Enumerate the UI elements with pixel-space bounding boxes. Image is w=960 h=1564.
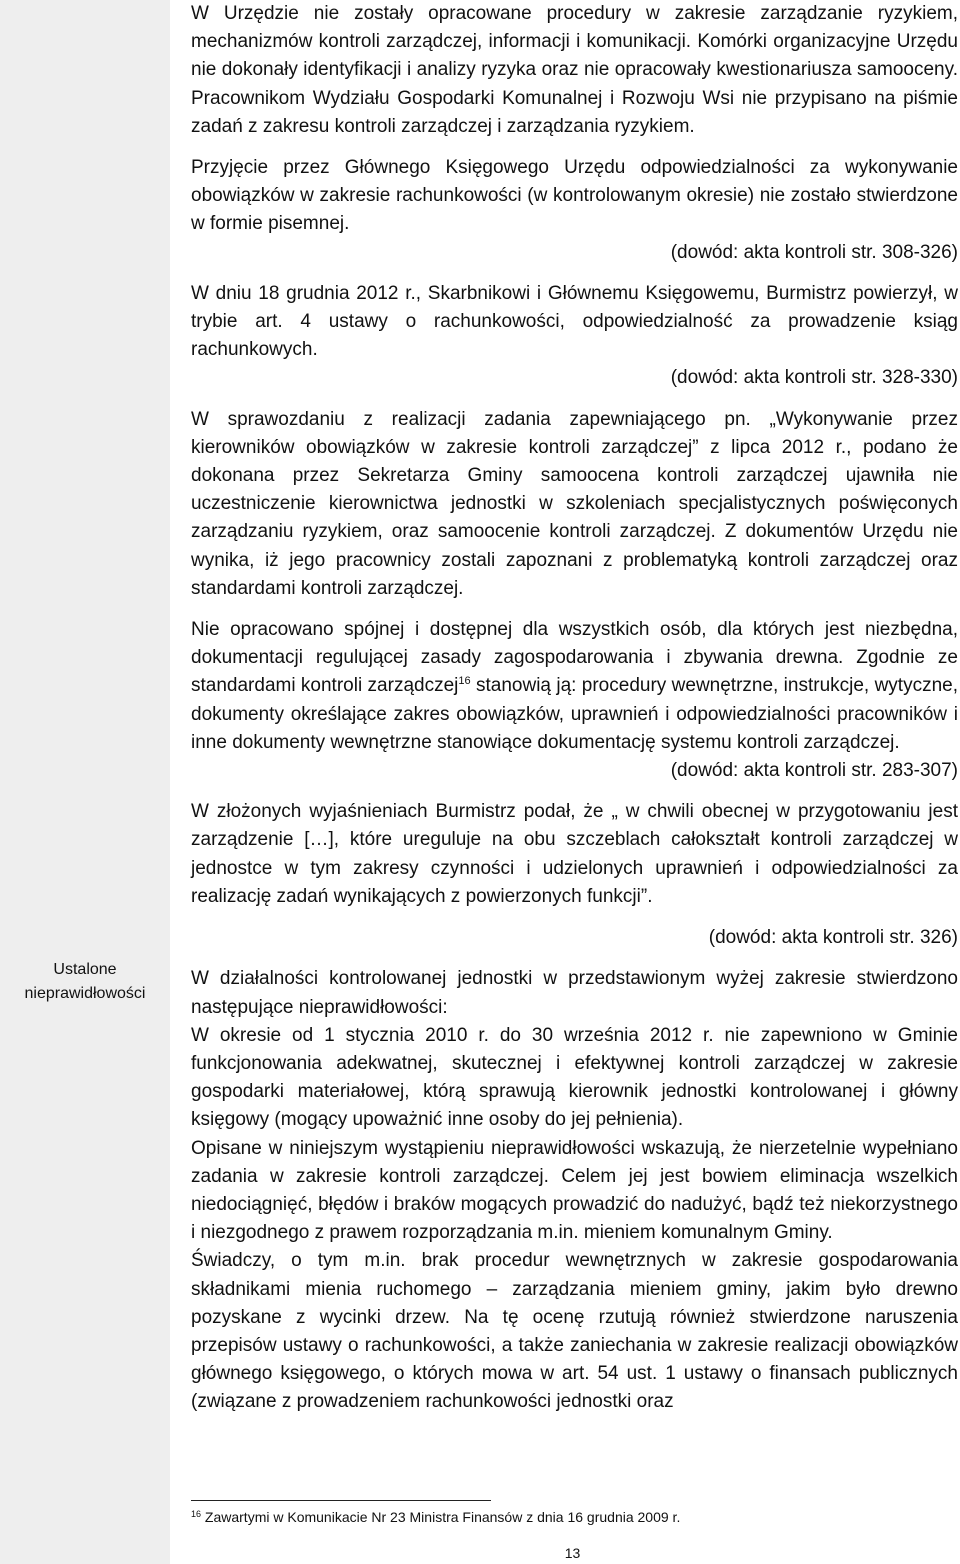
evidence-reference: (dowód: akta kontroli str. 326) — [708, 927, 958, 949]
paragraph: Opisane w niniejszym wystąpieniu nieprawidłowości wskazują, że nierzetelnie wypełniano zadania w zakresie kontroli zarządczej. Celem jej jest bowiem eliminacja wszelkich niedociągnięć, błędów i braków mogących prowadzić do nadużyć, bądź też niekorzystnego i niezgodnego z prawem rozporządzania m.in. mieniem komunalnym Gminy. — [191, 1137, 958, 1244]
paragraph — [191, 154, 958, 267]
evidence-reference: (dowód: akta kontroli str. 328-330) — [670, 367, 958, 389]
paragraph: Świadczy, o tym m.in. brak procedur wewnętrznych w zakresie gospodarowania składnikami mienia ruchomego – zarządzania mieniem gminy, jakim było drewno pozyskane z wycinki drzew. Na tę ocenę rzutują również stwierdzone naruszenia przepisów ustawy o rachunkowości, a także zaniechania w zakresie realizacji obowiązków głównego księgowego, o których mowa w art. 54 ust. 1 ustawy o finansach publicznych (związane z prowadzeniem rachunkowości jednostki oraz — [191, 1250, 958, 1413]
footnote-reference: 16 — [458, 675, 471, 688]
evidence-reference: (dowód: akta kontroli str. 283-307) — [670, 760, 958, 782]
paragraph: W okresie od 1 stycznia 2010 r. do 30 września 2012 r. nie zapewniono w Gminie funkcjonowania adekwatnej, skutecznej i efektywnej kontroli zarządczej w zakresie gospodarki materiałowej, którą sprawują kierownik jednostki kontrolowanej i główny księgowy (mogący upoważnić inne osoby do jej pełnienia). — [191, 1024, 958, 1131]
sidebar-label-irregularities: Ustalone nieprawidłowości — [24, 961, 146, 1002]
paragraph: W sprawozdaniu z realizacji zadania zapewniającego pn. „Wykonywanie przez kierowników obowiązków w zakresie kontroli zarządczej” z lipca 2012 r., podano że dokonana przez Sekretarza Gminy samoocena kontroli zarządczej ujawniła nie uczestniczenie kierownictwa jednostki w szkoleniach specjalistycznych poświęconych zarządzaniu ryzykiem, oraz samoocenie kontroli zarządczej. Z dokumentów Urzędu nie wynika, iż jego pracownicy zostali zapoznani z problematyką kontroli zarządczej oraz standardami kontroli zarządczej. — [191, 408, 958, 599]
paragraph-text: Przyjęcie przez Głównego Księgowego Urzędu odpowiedzialności za wykonywanie obowiązków w zakresie rachunkowości (w kontrolowanym okresie) nie zostało stwierdzone w formie pisemnej. — [191, 157, 958, 235]
paragraph-text: Nie opracowano spójnej i dostępnej dla wszystkich osób, dla których jest niezbędna, dokumentacji regulującej zasady zagospodarowania i zbywania drewna. Zgodnie ze standardami kontroli zarządczej — [191, 619, 958, 697]
footnote-marker: 16 — [191, 1509, 202, 1519]
footnote — [191, 1508, 680, 1526]
paragraph-text: stanowią ją: procedury wewnętrzne, instrukcje, wytyczne, dokumenty określające zakres obowiązków, uprawnień i odpowiedzialności pracowników i inne dokumenty wewnętrzne stanowiące dokumentację systemu kontroli zarządczej. — [191, 675, 958, 753]
footnote-text: Zawartymi w Komunikacie Nr 23 Ministra Finansów z dnia 16 grudnia 2009 r. — [204, 1509, 681, 1525]
paragraph — [191, 616, 958, 757]
page-number: 13 — [564, 1545, 581, 1561]
paragraph: W złożonych wyjaśnieniach Burmistrz podał, że „ w chwili obecnej w przygotowaniu jest zarządzenie […], które ureguluje na obu szczeblach całokształt kontroli zarządczej w jednostce w tym zakresy czynności i udzielonych uprawnień i odpowiedzialności za realizację zadań wynikających z powierzonych funkcji”. — [191, 801, 958, 907]
paragraph: W działalności kontrolowanej jednostki w przedstawionym wyżej zakresie stwierdzono następujące nieprawidłowości: — [191, 968, 958, 1018]
footnote-separator — [191, 1500, 491, 1501]
margin-sidebar — [0, 0, 170, 1564]
paragraph — [191, 280, 958, 393]
paragraph: W Urzędzie nie zostały opracowane procedury w zakresie zarządzanie ryzykiem, mechanizmów kontroli zarządczej, informacji i komunikacji. Komórki organizacyjne Urzędu nie dokonały identyfikacji i analizy ryzyka oraz nie opracowały kwestionariusza samooceny. Pracownikom Wydziału Gospodarki Komunalnej i Rozwoju Wsi nie przypisano na piśmie zadań z zakresu kontroli zarządczej i zarządzania ryzykiem. — [191, 3, 958, 137]
document-body — [191, 0, 958, 1417]
paragraph-text: W dniu 18 grudnia 2012 r., Skarbnikowi i Głównemu Księgowemu, Burmistrz powierzył, w trybie art. 4 ustawy o rachunkowości, odpowiedzialność za prowadzenie ksiąg rachunkowych. — [191, 282, 958, 361]
evidence-reference: (dowód: akta kontroli str. 308-326) — [670, 241, 958, 263]
